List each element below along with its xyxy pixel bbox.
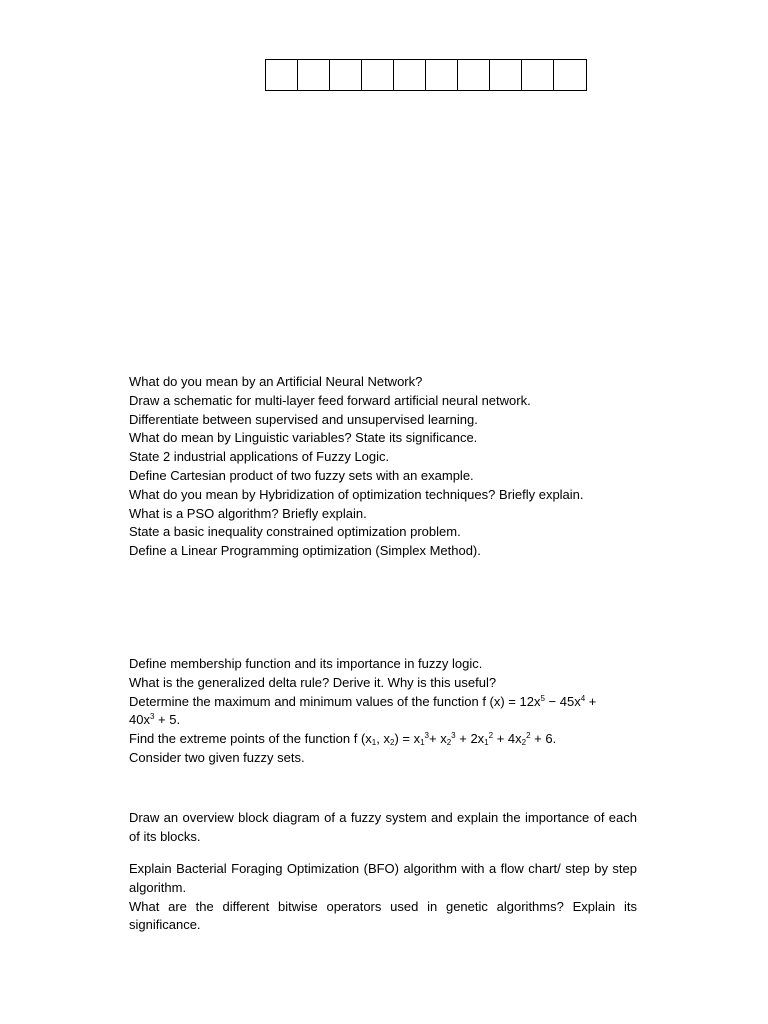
question-text: Define a Linear Programming optimization (Simplex Method). xyxy=(129,543,481,559)
exponent: 2 xyxy=(526,731,531,741)
question-fragment: + 5. xyxy=(154,712,181,728)
subscript: 1 xyxy=(484,738,489,748)
question-fragment: 40x xyxy=(129,712,150,728)
question-text: Draw an overview block diagram of a fuzzy system and explain the importance of each of its blocks. xyxy=(129,810,637,844)
roll-number-box xyxy=(522,60,554,90)
exponent: 2 xyxy=(488,731,494,741)
question-fragment: Find the extreme points of the function f (x xyxy=(129,731,372,747)
question-text xyxy=(129,693,637,712)
question-fragment: + 4x xyxy=(493,731,522,747)
section-c-questions xyxy=(129,860,637,935)
question-text: State a basic inequality constrained optimization problem. xyxy=(129,524,461,540)
roll-number-box xyxy=(330,60,362,90)
roll-number-box xyxy=(554,60,586,90)
roll-number-box xyxy=(458,60,490,90)
question-text: What do you mean by an Artificial Neural Network? xyxy=(129,374,423,389)
question-fragment: ) = x xyxy=(394,731,421,747)
subscript: 2 xyxy=(389,738,395,748)
roll-number-box xyxy=(298,60,330,90)
subscript: 2 xyxy=(446,738,452,748)
question-fragment: + 2x xyxy=(455,731,485,747)
question-fragment: − 45x xyxy=(544,693,581,709)
roll-number-box xyxy=(394,60,426,90)
question-fragment: , x xyxy=(376,731,390,747)
question-text: Explain Bacterial Foraging Optimization (BFO) algorithm with a flow chart/ step by step algorithm. xyxy=(129,861,637,895)
exponent: 3 xyxy=(451,731,456,741)
exponent: 5 xyxy=(540,693,545,703)
question-text: Define Cartesian product of two fuzzy sets with an example. xyxy=(129,467,474,483)
question-text: What is a PSO algorithm? Briefly explain. xyxy=(129,505,367,521)
subscript: 1 xyxy=(371,738,377,748)
question-text: Differentiate between supervised and unsupervised learning. xyxy=(129,411,478,427)
question-text: State 2 industrial applications of Fuzzy Logic. xyxy=(129,449,390,465)
exponent: 3 xyxy=(149,712,155,722)
section-a-questions xyxy=(129,373,637,561)
question-text: What do you mean by Hybridization of optimization techniques? Briefly explain. xyxy=(129,486,584,502)
section-c-question-1 xyxy=(129,809,637,847)
question-text: What are the different bitwise operators used in genetic algorithms? Explain its significance. xyxy=(129,898,637,933)
question-text: What is the generalized delta rule? Derive it. Why is this useful? xyxy=(129,674,497,690)
question-fragment: + xyxy=(585,693,597,709)
roll-number-box xyxy=(426,60,458,90)
roll-number-boxes xyxy=(265,59,587,91)
question-text xyxy=(129,730,637,749)
question-text: What do mean by Linguistic variables? State its significance. xyxy=(129,430,478,446)
question-text: Consider two given fuzzy sets. xyxy=(129,749,305,765)
subscript: 1 xyxy=(420,738,425,748)
question-fragment: + 6. xyxy=(530,731,557,747)
question-text xyxy=(129,711,637,730)
question-text: Define membership function and its importance in fuzzy logic. xyxy=(129,656,483,671)
roll-number-box xyxy=(362,60,394,90)
question-fragment: Determine the maximum and minimum values of the function f (x) = 12x xyxy=(129,693,541,709)
exponent: 4 xyxy=(580,693,586,703)
question-text: Draw a schematic for multi-layer feed forward artificial neural network. xyxy=(129,392,531,408)
roll-number-box xyxy=(490,60,522,90)
section-b-questions xyxy=(129,655,637,768)
exponent: 3 xyxy=(424,731,429,741)
roll-number-box xyxy=(266,60,298,90)
question-fragment: + x xyxy=(429,731,447,747)
subscript: 2 xyxy=(521,738,527,748)
